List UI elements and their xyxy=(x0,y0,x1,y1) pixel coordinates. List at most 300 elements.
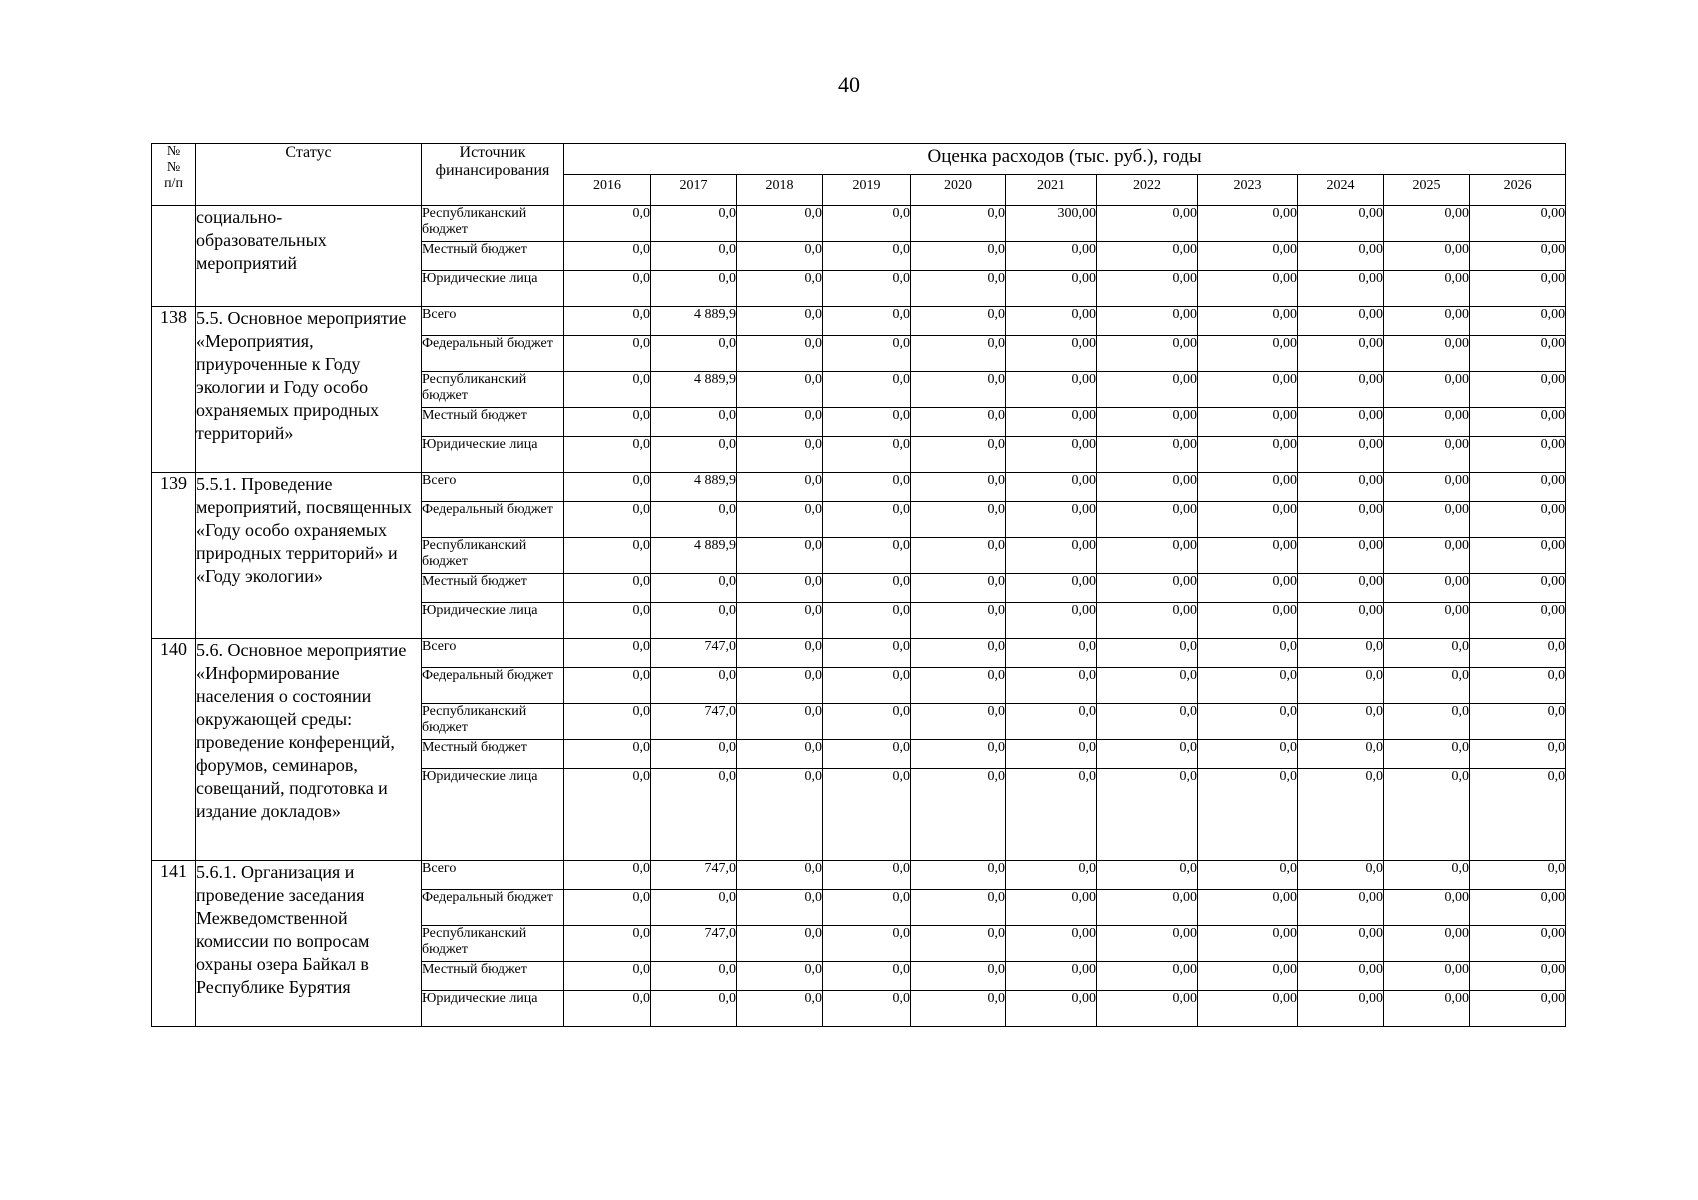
value-cell: 0,0 xyxy=(737,639,823,668)
funding-source-cell: Всего xyxy=(422,307,564,336)
value-cell: 0,0 xyxy=(564,704,651,740)
value-cell: 747,0 xyxy=(651,926,737,962)
value-cell: 0,00 xyxy=(1298,890,1384,926)
value-cell: 0,0 xyxy=(737,861,823,890)
value-cell: 0,0 xyxy=(911,890,1006,926)
value-cell: 0,0 xyxy=(1470,639,1566,668)
value-cell: 0,0 xyxy=(823,926,911,962)
row-number xyxy=(152,206,196,307)
budget-table xyxy=(151,143,1566,1027)
value-cell: 0,0 xyxy=(564,242,651,271)
funding-source-cell: Юридические лица xyxy=(422,991,564,1027)
value-cell: 0,0 xyxy=(1470,861,1566,890)
value-cell: 0,0 xyxy=(823,336,911,372)
value-cell: 0,0 xyxy=(1198,740,1298,769)
value-cell: 0,00 xyxy=(1006,271,1097,307)
value-cell: 0,00 xyxy=(1198,242,1298,271)
status-cell: социально- образовательных мероприятий xyxy=(196,206,422,307)
value-cell: 0,0 xyxy=(823,769,911,861)
value-cell: 0,00 xyxy=(1097,206,1198,242)
value-cell: 0,0 xyxy=(911,336,1006,372)
value-cell: 0,0 xyxy=(911,926,1006,962)
value-cell: 0,00 xyxy=(1298,271,1384,307)
value-cell: 0,0 xyxy=(737,473,823,502)
value-cell: 0,0 xyxy=(1198,861,1298,890)
value-cell: 0,0 xyxy=(911,769,1006,861)
value-cell: 0,0 xyxy=(1006,861,1097,890)
value-cell: 0,0 xyxy=(1097,740,1198,769)
value-cell: 0,00 xyxy=(1470,336,1566,372)
table-row xyxy=(152,639,1566,668)
value-cell: 0,0 xyxy=(911,962,1006,991)
value-cell: 0,00 xyxy=(1198,473,1298,502)
value-cell: 0,0 xyxy=(1384,704,1470,740)
value-cell: 0,0 xyxy=(1470,704,1566,740)
value-cell: 0,0 xyxy=(737,336,823,372)
value-cell: 0,00 xyxy=(1006,890,1097,926)
header-num xyxy=(152,144,196,206)
value-cell: 0,0 xyxy=(1006,769,1097,861)
funding-source-cell: Федеральный бюджет xyxy=(422,890,564,926)
value-cell: 0,00 xyxy=(1298,408,1384,437)
value-cell: 0,00 xyxy=(1097,372,1198,408)
value-cell: 0,0 xyxy=(911,307,1006,336)
value-cell: 0,00 xyxy=(1006,437,1097,473)
value-cell: 0,0 xyxy=(823,307,911,336)
value-cell: 0,00 xyxy=(1097,437,1198,473)
funding-source-cell: Всего xyxy=(422,473,564,502)
value-cell: 0,0 xyxy=(823,740,911,769)
value-cell: 0,0 xyxy=(823,473,911,502)
value-cell: 0,00 xyxy=(1006,991,1097,1027)
value-cell: 0,00 xyxy=(1384,372,1470,408)
value-cell: 0,0 xyxy=(564,668,651,704)
value-cell: 0,00 xyxy=(1298,603,1384,639)
value-cell: 0,0 xyxy=(1097,668,1198,704)
funding-source-cell: Республиканский бюджет xyxy=(422,538,564,574)
value-cell: 0,00 xyxy=(1384,408,1470,437)
value-cell: 0,0 xyxy=(737,502,823,538)
value-cell: 0,00 xyxy=(1097,473,1198,502)
value-cell: 0,0 xyxy=(737,926,823,962)
value-cell: 0,0 xyxy=(1198,769,1298,861)
value-cell: 0,0 xyxy=(823,206,911,242)
value-cell: 0,00 xyxy=(1198,206,1298,242)
value-cell: 0,0 xyxy=(911,639,1006,668)
value-cell: 0,00 xyxy=(1298,926,1384,962)
value-cell: 0,0 xyxy=(1298,740,1384,769)
value-cell: 0,00 xyxy=(1006,538,1097,574)
status-cell: 5.5. Основное мероприятие «Мероприятия, приуроченные к Году экологии и Году особо охраняемых природных территорий» xyxy=(196,307,422,473)
value-cell: 0,0 xyxy=(564,473,651,502)
status-cell: 5.6.1. Организация и проведение заседания Межведомственной комиссии по вопросам охраны озера Байкал в Республике Бурятия xyxy=(196,861,422,1027)
value-cell: 0,0 xyxy=(737,668,823,704)
value-cell: 0,0 xyxy=(1470,668,1566,704)
funding-source-cell: Всего xyxy=(422,861,564,890)
value-cell: 0,0 xyxy=(1198,639,1298,668)
value-cell: 0,00 xyxy=(1470,991,1566,1027)
value-cell: 0,0 xyxy=(1097,861,1198,890)
value-cell: 0,0 xyxy=(737,437,823,473)
value-cell: 0,00 xyxy=(1006,242,1097,271)
value-cell: 0,0 xyxy=(1006,668,1097,704)
value-cell: 0,0 xyxy=(911,408,1006,437)
value-cell: 0,00 xyxy=(1384,307,1470,336)
funding-source-cell: Республиканский бюджет xyxy=(422,926,564,962)
value-cell: 0,0 xyxy=(1384,769,1470,861)
value-cell: 0,0 xyxy=(911,704,1006,740)
value-cell: 0,00 xyxy=(1298,437,1384,473)
value-cell: 0,0 xyxy=(737,962,823,991)
value-cell: 0,00 xyxy=(1298,372,1384,408)
value-cell: 0,0 xyxy=(564,502,651,538)
table-body xyxy=(152,206,1566,1027)
row-number: 139 xyxy=(152,473,196,639)
value-cell: 0,00 xyxy=(1384,437,1470,473)
table-row xyxy=(152,206,1566,242)
value-cell: 0,0 xyxy=(911,437,1006,473)
row-number: 138 xyxy=(152,307,196,473)
value-cell: 0,0 xyxy=(1470,740,1566,769)
value-cell: 0,0 xyxy=(823,991,911,1027)
value-cell: 0,0 xyxy=(651,962,737,991)
value-cell: 0,0 xyxy=(823,502,911,538)
value-cell: 0,00 xyxy=(1470,408,1566,437)
value-cell: 0,00 xyxy=(1097,890,1198,926)
value-cell: 0,00 xyxy=(1198,437,1298,473)
value-cell: 0,0 xyxy=(564,769,651,861)
value-cell: 0,00 xyxy=(1298,538,1384,574)
value-cell: 0,0 xyxy=(737,603,823,639)
value-cell: 0,00 xyxy=(1384,502,1470,538)
value-cell: 0,0 xyxy=(737,769,823,861)
status-cell: 5.5.1. Проведение мероприятий, посвященных «Году особо охраняемых природных территорий» и «Году экологии» xyxy=(196,473,422,639)
value-cell: 0,0 xyxy=(823,437,911,473)
table-row xyxy=(152,861,1566,890)
value-cell: 0,00 xyxy=(1198,307,1298,336)
value-cell: 0,0 xyxy=(1384,740,1470,769)
value-cell: 0,00 xyxy=(1097,603,1198,639)
value-cell: 0,00 xyxy=(1198,408,1298,437)
header-year: 2026 xyxy=(1470,175,1566,206)
value-cell: 0,0 xyxy=(564,574,651,603)
funding-source-cell: Федеральный бюджет xyxy=(422,502,564,538)
value-cell: 0,00 xyxy=(1198,538,1298,574)
value-cell: 0,0 xyxy=(564,639,651,668)
value-cell: 0,00 xyxy=(1006,408,1097,437)
header-year: 2022 xyxy=(1097,175,1198,206)
value-cell: 0,00 xyxy=(1097,307,1198,336)
header-status: Статус xyxy=(196,144,422,206)
value-cell: 0,00 xyxy=(1097,962,1198,991)
value-cell: 0,0 xyxy=(1097,639,1198,668)
funding-source-cell: Республиканский бюджет xyxy=(422,704,564,740)
value-cell: 0,00 xyxy=(1470,242,1566,271)
page-number: 40 xyxy=(838,72,860,97)
value-cell: 0,0 xyxy=(1470,769,1566,861)
value-cell: 0,00 xyxy=(1298,336,1384,372)
value-cell: 0,00 xyxy=(1198,991,1298,1027)
value-cell: 0,00 xyxy=(1198,502,1298,538)
value-cell: 0,00 xyxy=(1006,926,1097,962)
value-cell: 0,0 xyxy=(564,307,651,336)
funding-source-cell: Федеральный бюджет xyxy=(422,336,564,372)
value-cell: 0,0 xyxy=(911,668,1006,704)
value-cell: 0,0 xyxy=(564,437,651,473)
value-cell: 0,00 xyxy=(1298,307,1384,336)
value-cell: 0,00 xyxy=(1006,372,1097,408)
value-cell: 0,0 xyxy=(737,538,823,574)
value-cell: 0,0 xyxy=(823,408,911,437)
value-cell: 0,0 xyxy=(1298,704,1384,740)
value-cell: 0,0 xyxy=(564,372,651,408)
value-cell: 0,0 xyxy=(1298,861,1384,890)
value-cell: 0,0 xyxy=(911,861,1006,890)
value-cell: 0,00 xyxy=(1097,574,1198,603)
value-cell: 0,0 xyxy=(823,538,911,574)
value-cell: 0,00 xyxy=(1198,336,1298,372)
value-cell: 0,0 xyxy=(1006,740,1097,769)
value-cell: 0,0 xyxy=(651,574,737,603)
value-cell: 747,0 xyxy=(651,639,737,668)
value-cell: 0,00 xyxy=(1097,502,1198,538)
value-cell: 0,00 xyxy=(1384,991,1470,1027)
row-number: 141 xyxy=(152,861,196,1027)
value-cell: 0,00 xyxy=(1470,206,1566,242)
value-cell: 0,0 xyxy=(823,603,911,639)
value-cell: 0,00 xyxy=(1298,502,1384,538)
value-cell: 0,0 xyxy=(651,271,737,307)
value-cell: 0,0 xyxy=(823,962,911,991)
value-cell: 0,0 xyxy=(911,206,1006,242)
value-cell: 0,0 xyxy=(564,206,651,242)
value-cell: 0,00 xyxy=(1097,538,1198,574)
header-year: 2019 xyxy=(823,175,911,206)
value-cell: 0,00 xyxy=(1470,926,1566,962)
value-cell: 0,00 xyxy=(1470,372,1566,408)
value-cell: 0,0 xyxy=(1384,668,1470,704)
value-cell: 0,00 xyxy=(1006,307,1097,336)
value-cell: 0,0 xyxy=(911,991,1006,1027)
value-cell: 0,00 xyxy=(1384,926,1470,962)
header-year: 2020 xyxy=(911,175,1006,206)
value-cell: 0,00 xyxy=(1470,890,1566,926)
funding-source-cell: Юридические лица xyxy=(422,437,564,473)
header-year: 2025 xyxy=(1384,175,1470,206)
value-cell: 0,00 xyxy=(1470,502,1566,538)
header-source: Источник финансирования xyxy=(422,144,564,206)
funding-source-cell: Местный бюджет xyxy=(422,574,564,603)
value-cell: 0,0 xyxy=(651,336,737,372)
header-estimate: Оценка расходов (тыс. руб.), годы xyxy=(564,144,1566,175)
value-cell: 0,0 xyxy=(1006,639,1097,668)
header-year: 2018 xyxy=(737,175,823,206)
value-cell: 0,0 xyxy=(737,740,823,769)
value-cell: 0,0 xyxy=(651,740,737,769)
value-cell: 0,0 xyxy=(1198,668,1298,704)
value-cell: 0,0 xyxy=(564,336,651,372)
row-number: 140 xyxy=(152,639,196,861)
value-cell: 0,0 xyxy=(1298,668,1384,704)
value-cell: 0,0 xyxy=(1298,769,1384,861)
value-cell: 0,0 xyxy=(823,704,911,740)
value-cell: 0,0 xyxy=(1097,769,1198,861)
value-cell: 0,0 xyxy=(651,603,737,639)
value-cell: 0,0 xyxy=(564,962,651,991)
table-row xyxy=(152,473,1566,502)
value-cell: 0,00 xyxy=(1470,962,1566,991)
value-cell: 0,0 xyxy=(651,502,737,538)
value-cell: 0,00 xyxy=(1384,336,1470,372)
value-cell: 0,0 xyxy=(651,991,737,1027)
table-header xyxy=(152,144,1566,206)
value-cell: 0,0 xyxy=(823,271,911,307)
value-cell: 0,00 xyxy=(1006,603,1097,639)
value-cell: 0,0 xyxy=(737,408,823,437)
value-cell: 0,00 xyxy=(1384,538,1470,574)
funding-source-cell: Юридические лица xyxy=(422,769,564,861)
header-year: 2021 xyxy=(1006,175,1097,206)
value-cell: 0,00 xyxy=(1384,206,1470,242)
value-cell: 4 889,9 xyxy=(651,473,737,502)
value-cell: 0,00 xyxy=(1006,502,1097,538)
value-cell: 0,00 xyxy=(1006,962,1097,991)
value-cell: 0,0 xyxy=(823,372,911,408)
value-cell: 0,00 xyxy=(1097,991,1198,1027)
value-cell: 0,00 xyxy=(1198,574,1298,603)
value-cell: 0,0 xyxy=(737,574,823,603)
value-cell: 4 889,9 xyxy=(651,372,737,408)
funding-source-cell: Местный бюджет xyxy=(422,242,564,271)
value-cell: 0,0 xyxy=(737,307,823,336)
value-cell: 0,00 xyxy=(1097,242,1198,271)
value-cell: 0,0 xyxy=(823,574,911,603)
value-cell: 300,00 xyxy=(1006,206,1097,242)
value-cell: 0,00 xyxy=(1470,271,1566,307)
value-cell: 0,0 xyxy=(1384,861,1470,890)
value-cell: 0,0 xyxy=(737,890,823,926)
value-cell: 0,0 xyxy=(651,206,737,242)
value-cell: 0,00 xyxy=(1470,603,1566,639)
value-cell: 0,0 xyxy=(1298,639,1384,668)
funding-source-cell: Юридические лица xyxy=(422,603,564,639)
status-cell: 5.6. Основное мероприятие «Информирование населения о состоянии окружающей среды: проведение конференций, форумов, семинаров, совещаний, подготовка и издание докладов» xyxy=(196,639,422,861)
value-cell: 0,00 xyxy=(1097,336,1198,372)
value-cell: 0,0 xyxy=(737,242,823,271)
value-cell: 0,00 xyxy=(1006,473,1097,502)
value-cell: 0,0 xyxy=(911,242,1006,271)
value-cell: 0,0 xyxy=(911,502,1006,538)
value-cell: 0,0 xyxy=(823,639,911,668)
value-cell: 0,00 xyxy=(1006,336,1097,372)
value-cell: 0,0 xyxy=(911,372,1006,408)
table-row xyxy=(152,307,1566,336)
header-num-label: № № п/п xyxy=(164,144,183,191)
value-cell: 0,00 xyxy=(1470,437,1566,473)
funding-source-cell: Юридические лица xyxy=(422,271,564,307)
value-cell: 0,00 xyxy=(1298,206,1384,242)
value-cell: 0,00 xyxy=(1470,307,1566,336)
value-cell: 0,0 xyxy=(651,437,737,473)
value-cell: 0,0 xyxy=(737,991,823,1027)
value-cell: 0,0 xyxy=(651,242,737,271)
value-cell: 0,00 xyxy=(1298,962,1384,991)
value-cell: 0,0 xyxy=(823,890,911,926)
value-cell: 0,0 xyxy=(651,769,737,861)
value-cell: 747,0 xyxy=(651,861,737,890)
value-cell: 0,0 xyxy=(564,926,651,962)
header-year: 2024 xyxy=(1298,175,1384,206)
funding-source-cell: Местный бюджет xyxy=(422,740,564,769)
value-cell: 0,0 xyxy=(1006,704,1097,740)
value-cell: 0,0 xyxy=(911,271,1006,307)
value-cell: 0,0 xyxy=(911,740,1006,769)
value-cell: 0,00 xyxy=(1470,574,1566,603)
value-cell: 0,0 xyxy=(1198,704,1298,740)
value-cell: 0,0 xyxy=(911,603,1006,639)
value-cell: 0,00 xyxy=(1298,991,1384,1027)
header-year: 2016 xyxy=(564,175,651,206)
value-cell: 0,0 xyxy=(823,242,911,271)
value-cell: 0,0 xyxy=(737,271,823,307)
value-cell: 4 889,9 xyxy=(651,307,737,336)
value-cell: 0,00 xyxy=(1384,603,1470,639)
value-cell: 0,0 xyxy=(911,538,1006,574)
value-cell: 0,0 xyxy=(911,473,1006,502)
value-cell: 4 889,9 xyxy=(651,538,737,574)
value-cell: 0,0 xyxy=(1384,639,1470,668)
value-cell: 0,00 xyxy=(1470,473,1566,502)
funding-source-cell: Всего xyxy=(422,639,564,668)
value-cell: 0,0 xyxy=(737,704,823,740)
value-cell: 0,00 xyxy=(1298,473,1384,502)
value-cell: 0,0 xyxy=(651,890,737,926)
value-cell: 0,00 xyxy=(1470,538,1566,574)
value-cell: 0,0 xyxy=(564,740,651,769)
header-year: 2023 xyxy=(1198,175,1298,206)
value-cell: 0,0 xyxy=(823,861,911,890)
value-cell: 0,0 xyxy=(564,890,651,926)
funding-source-cell: Местный бюджет xyxy=(422,408,564,437)
value-cell: 0,0 xyxy=(564,861,651,890)
funding-source-cell: Республиканский бюджет xyxy=(422,206,564,242)
value-cell: 0,0 xyxy=(737,206,823,242)
value-cell: 0,00 xyxy=(1097,271,1198,307)
value-cell: 0,0 xyxy=(564,991,651,1027)
value-cell: 0,00 xyxy=(1198,603,1298,639)
funding-source-cell: Республиканский бюджет xyxy=(422,372,564,408)
funding-source-cell: Местный бюджет xyxy=(422,962,564,991)
funding-source-cell: Федеральный бюджет xyxy=(422,668,564,704)
value-cell: 0,00 xyxy=(1198,926,1298,962)
value-cell: 0,0 xyxy=(564,603,651,639)
value-cell: 0,00 xyxy=(1384,473,1470,502)
value-cell: 0,00 xyxy=(1384,242,1470,271)
value-cell: 0,00 xyxy=(1298,574,1384,603)
value-cell: 0,00 xyxy=(1198,372,1298,408)
header-year: 2017 xyxy=(651,175,737,206)
value-cell: 0,00 xyxy=(1384,890,1470,926)
value-cell: 0,0 xyxy=(564,271,651,307)
value-cell: 0,0 xyxy=(911,574,1006,603)
value-cell: 0,0 xyxy=(737,372,823,408)
value-cell: 0,00 xyxy=(1097,408,1198,437)
value-cell: 747,0 xyxy=(651,704,737,740)
value-cell: 0,00 xyxy=(1198,271,1298,307)
value-cell: 0,00 xyxy=(1006,574,1097,603)
value-cell: 0,00 xyxy=(1384,574,1470,603)
value-cell: 0,00 xyxy=(1097,926,1198,962)
